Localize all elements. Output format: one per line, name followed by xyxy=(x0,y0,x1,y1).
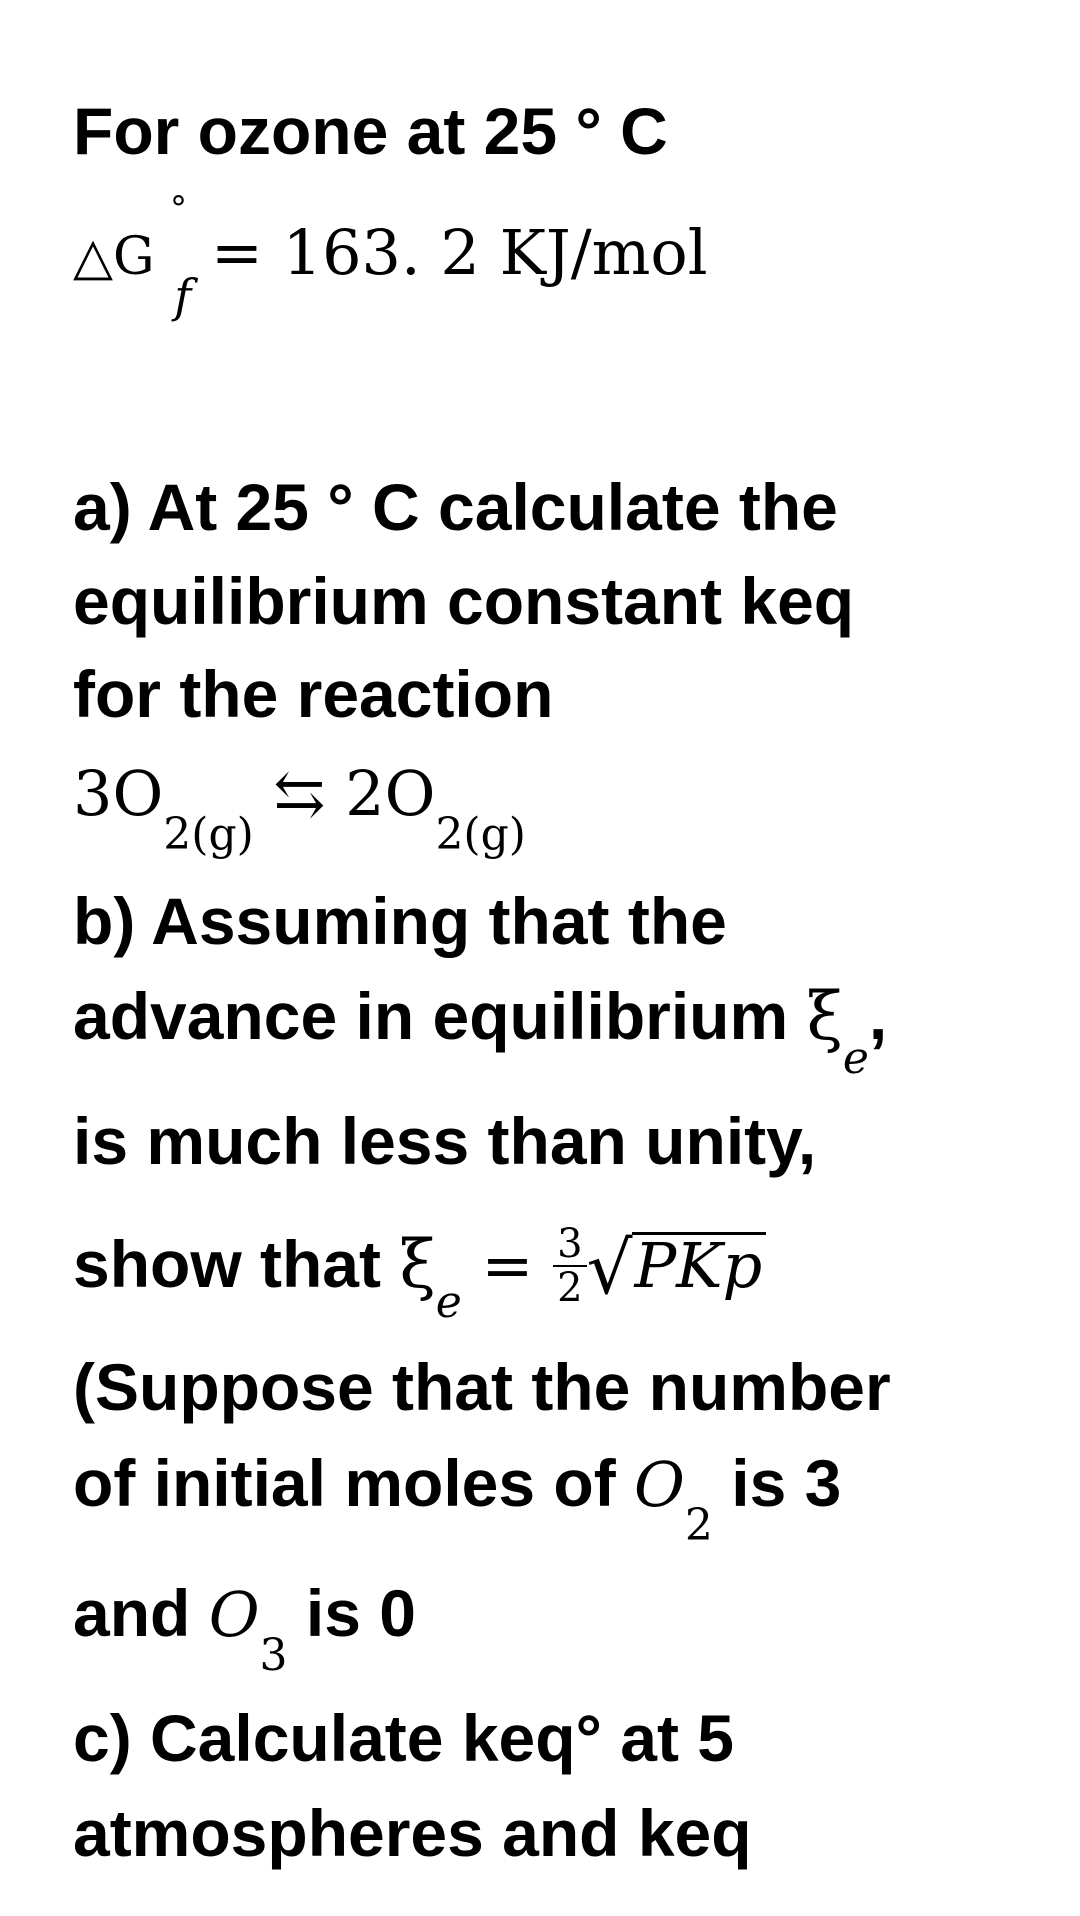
part-a-line-1: a) At 25 ° C calculate the xyxy=(73,470,838,544)
o2-subscript: 2 xyxy=(684,1500,713,1551)
xi-subscript-2: e xyxy=(435,1277,462,1328)
o3-subscript: 3 xyxy=(259,1630,288,1681)
part-a-line-3: for the reaction xyxy=(73,657,554,731)
part-b-line-6 xyxy=(73,1446,842,1551)
gibbs-value: = 163. 2 KJ/mol xyxy=(211,216,708,289)
reaction-equation xyxy=(73,757,526,860)
part-b-line-5: (Suppose that the number xyxy=(73,1350,891,1424)
o2-symbol: O xyxy=(634,1448,685,1521)
part-b-line-4 xyxy=(73,1220,766,1328)
part-b-line-2-tail: , xyxy=(868,979,888,1053)
fraction-three-halves xyxy=(553,1220,586,1311)
part-b-line-6-text: of initial moles of xyxy=(73,1446,635,1520)
part-b-line-2 xyxy=(73,978,888,1084)
gibbs-degree: ° xyxy=(170,189,187,229)
gibbs-delta-g: △G xyxy=(73,227,155,287)
radicand: PKp xyxy=(632,1232,766,1297)
o3-symbol: O xyxy=(208,1578,260,1651)
gibbs-equation xyxy=(73,189,708,323)
part-b-line-4-text: show that xyxy=(73,1227,400,1301)
radical-sign-icon: √ xyxy=(586,1226,633,1310)
part-a-line-2: equilibrium constant keq xyxy=(73,564,855,638)
part-b-line-1: b) Assuming that the xyxy=(73,884,727,958)
part-c-line-1: c) Calculate keq° at 5 xyxy=(73,1701,734,1775)
fraction-denominator: 2 xyxy=(557,1264,583,1311)
xi-subscript: e xyxy=(842,1033,869,1084)
gibbs-symbol-group xyxy=(73,189,192,323)
part-b-line-7 xyxy=(73,1576,416,1681)
xi-symbol: ξ xyxy=(806,978,843,1055)
part-b-line-3: is much less than unity, xyxy=(73,1104,817,1178)
title-line: For ozone at 25 ° C xyxy=(73,94,668,168)
gibbs-subscript: f xyxy=(174,269,192,323)
xi-symbol-2: ξ xyxy=(399,1226,436,1303)
reaction-lhs: 3O xyxy=(73,757,164,830)
square-root xyxy=(586,1226,767,1310)
reaction-arrow: ⇆ xyxy=(253,757,346,830)
reaction-lhs-subscript: 2(g) xyxy=(163,809,254,860)
part-b-line-7-tail: is 0 xyxy=(287,1576,416,1650)
reaction-rhs-subscript: 2(g) xyxy=(435,809,526,860)
part-b-line-2-text: advance in equilibrium xyxy=(73,979,807,1053)
reaction-rhs: 2O xyxy=(345,757,436,830)
part-b-line-7-text: and xyxy=(73,1576,209,1650)
part-c-line-2: atmospheres and keq xyxy=(73,1796,752,1870)
fraction-numerator: 3 xyxy=(553,1223,586,1267)
equals-sign: = xyxy=(461,1229,554,1302)
part-b-line-6-tail: is 3 xyxy=(712,1446,842,1520)
